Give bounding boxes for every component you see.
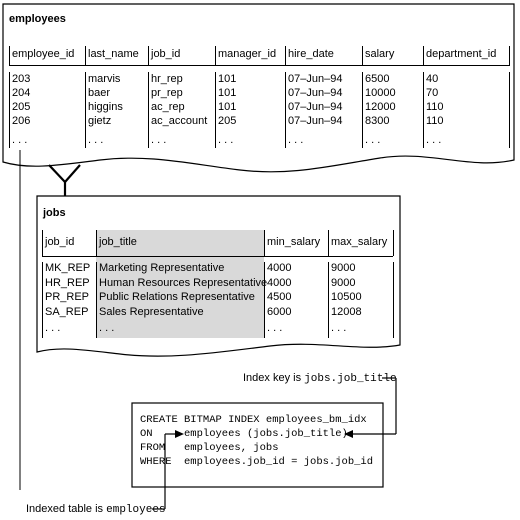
employees-header-divider-line (509, 46, 510, 66)
sql-clause: employees.job_id = jobs.job_id (184, 456, 374, 468)
jobs-cell: Marketing Representative (99, 262, 225, 274)
index-key-caption-prefix: Index key is (243, 372, 305, 384)
employees-header-divider-line (9, 46, 10, 66)
employees-ellipsis: . . . (365, 134, 381, 146)
jobs-header-divider-line (393, 230, 394, 256)
employees-cell: 40 (426, 73, 439, 85)
jobs-header-max-salary: max_salary (331, 236, 388, 248)
jobs-header-job-title: job_title (99, 236, 137, 248)
employees-header-divider-line (362, 46, 363, 66)
employees-cell: 07–Jun–94 (288, 115, 343, 127)
employees-cell: 6500 (365, 73, 390, 85)
employees-header-last-name: last_name (88, 48, 139, 60)
employees-cell: 205 (12, 101, 31, 113)
sql-statement (140, 413, 373, 469)
jobs-cell: 4000 (267, 276, 292, 289)
jobs-table-title: jobs (43, 207, 66, 219)
jobs-column-line (42, 262, 43, 338)
sql-line (140, 427, 373, 441)
employees-ellipsis: . . . (88, 134, 104, 146)
sql-keyword: WHERE (140, 456, 172, 468)
employees-ellipsis: . . . (288, 134, 304, 146)
employees-cell: 101 (218, 87, 237, 99)
jobs-header-divider-line (96, 230, 97, 256)
jobs-cell: 4000 (267, 262, 292, 274)
index-key-caption (243, 372, 397, 385)
jobs-ellipsis: . . . (267, 322, 283, 334)
employees-header-manager-id: manager_id (218, 48, 277, 60)
employees-cell: gietz (88, 115, 112, 127)
sql-line (140, 413, 373, 427)
employees-cell: ac_account (151, 115, 208, 127)
employees-column-line (148, 72, 149, 148)
indexed-table-caption-code: employees (106, 504, 166, 516)
employees-column-line (509, 72, 510, 148)
employees-header-divider-line (148, 46, 149, 66)
employees-column-line (215, 72, 216, 148)
employees-ellipsis: . . . (218, 134, 234, 146)
jobs-header-min-salary: min_salary (267, 236, 321, 248)
sql-keyword: ON (140, 428, 153, 440)
employees-cell: 101 (218, 73, 237, 85)
jobs-cell: PR_REP (45, 291, 90, 303)
index-key-caption-code: jobs.job_title (304, 373, 397, 385)
crows-foot-right-line (65, 165, 80, 182)
jobs-header-divider-line (42, 230, 43, 256)
jobs-header-divider-line (264, 230, 265, 256)
employees-cell: pr_rep (151, 87, 183, 99)
employees-table-title: employees (9, 13, 66, 25)
sql-line (140, 441, 373, 455)
jobs-cell: 4500 (267, 291, 292, 303)
employees-cell: 70 (426, 87, 439, 99)
jobs-column-line (96, 262, 97, 338)
employees-header-hire-date: hire_date (288, 48, 334, 60)
jobs-ellipsis: . . . (99, 322, 115, 334)
employees-cell: hr_rep (151, 73, 183, 85)
employees-column-line (423, 72, 424, 148)
employees-cell: higgins (88, 101, 123, 113)
employees-ellipsis: . . . (151, 134, 167, 146)
employees-header-divider-line (423, 46, 424, 66)
employees-header-employee-id: employee_id (12, 48, 75, 60)
jobs-header-divider-line (328, 230, 329, 256)
employees-cell: 110 (426, 101, 444, 113)
employees-cell: 101 (218, 101, 237, 113)
employees-cell: 12000 (365, 101, 396, 113)
employees-ellipsis: . . . (426, 134, 442, 146)
jobs-column-line (328, 262, 329, 338)
employees-cell: 206 (12, 115, 31, 127)
employees-cell: 07–Jun–94 (288, 87, 343, 99)
sql-clause: BITMAP INDEX employees_bm_idx (184, 414, 367, 426)
employees-ellipsis: . . . (12, 134, 28, 146)
sql-keyword: CREATE (140, 414, 178, 426)
jobs-cell: HR_REP (45, 276, 90, 289)
employees-column-line (9, 72, 10, 148)
sql-keyword: FROM (140, 442, 166, 454)
employees-cell: 205 (218, 115, 237, 127)
employees-column-line (85, 72, 86, 148)
jobs-header-job-id: job_id (45, 236, 75, 248)
jobs-cell: SA_REP (45, 305, 89, 318)
employees-header-department-id: department_id (426, 48, 497, 60)
employees-cell: ac_rep (151, 101, 185, 113)
sql-line (140, 455, 373, 469)
jobs-cell: 9000 (331, 262, 356, 274)
jobs-column-line (264, 262, 265, 338)
employees-cell: 10000 (365, 87, 396, 99)
employees-header-divider-line (285, 46, 286, 66)
employees-cell: 8300 (365, 115, 390, 127)
employees-header-job-id: job_id (151, 48, 181, 60)
employees-column-line (362, 72, 363, 148)
jobs-cell: 6000 (267, 305, 292, 318)
employees-cell: 07–Jun–94 (288, 73, 343, 85)
jobs-cell: 9000 (331, 276, 356, 289)
sql-clause: employees, jobs (184, 442, 279, 454)
indexed-table-caption-prefix: Indexed table is (26, 503, 107, 515)
indexed-table-caption (26, 503, 166, 516)
employees-column-line (285, 72, 286, 148)
employees-cell: marvis (88, 73, 121, 85)
jobs-ellipsis: . . . (331, 322, 347, 334)
sql-clause: employees (jobs.job_title) (184, 428, 348, 440)
employees-header-divider-line (215, 46, 216, 66)
jobs-ellipsis: . . . (45, 322, 61, 334)
employees-cell: 07–Jun–94 (288, 101, 343, 113)
employees-cell: 110 (426, 115, 444, 127)
jobs-cell: 12008 (331, 305, 362, 318)
employees-header-divider-line (85, 46, 86, 66)
employees-cell: 204 (12, 87, 31, 99)
crows-foot-left-line (49, 165, 65, 182)
employees-cell: baer (88, 87, 111, 99)
jobs-cell: Sales Representative (99, 305, 204, 318)
jobs-cell: MK_REP (45, 262, 91, 274)
employees-header-salary: salary (365, 48, 395, 60)
employees-cell: 203 (12, 73, 31, 85)
jobs-cell: Human Resources Representative (99, 276, 268, 289)
jobs-column-line (393, 262, 394, 338)
jobs-cell: 10500 (331, 291, 362, 303)
jobs-cell: Public Relations Representative (99, 291, 255, 303)
